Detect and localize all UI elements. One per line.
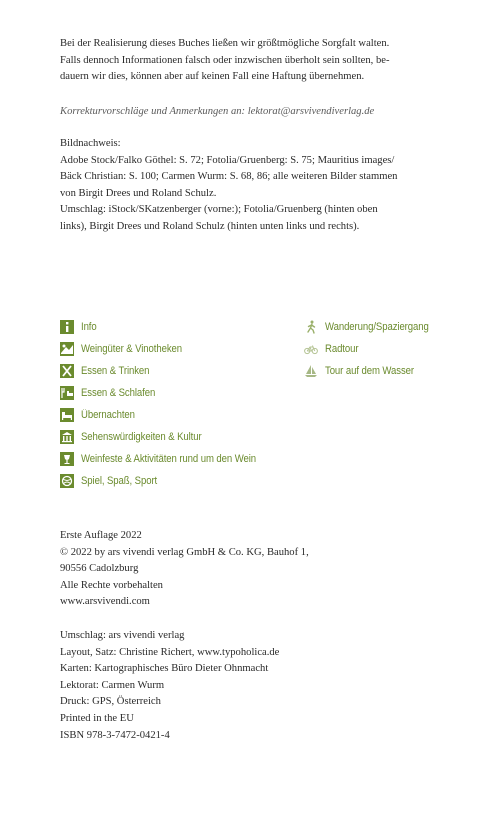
lektorat-note <box>60 104 374 121</box>
sailboat-icon <box>304 364 318 378</box>
credits-line: Bäck Christian: S. 100; Carmen Wurm: S. 68, 86; alle weiteren Bilder stammen <box>60 171 398 183</box>
image-credits-block <box>60 136 397 236</box>
legend-item-food-sleep <box>60 382 289 404</box>
dining-bed-icon <box>60 386 74 400</box>
hiker-icon <box>304 320 318 334</box>
legend-item-sights <box>60 426 289 448</box>
disclaimer-line: dauern wir dies, können aber auf keinen Fall eine Haftung übernehmen. <box>60 71 365 83</box>
production-line: Druck: GPS, Österreich <box>60 696 161 708</box>
bed-icon <box>60 408 74 422</box>
edition-line: Erste Auflage 2022 <box>60 530 142 541</box>
museum-icon <box>60 430 74 444</box>
production-line: Printed in the EU <box>60 712 134 724</box>
info-icon <box>60 320 74 334</box>
legend-label: Essen & Schlafen <box>81 387 156 399</box>
legend-item-cycling <box>304 338 449 360</box>
isbn-line: ISBN 978-3-7472-0421-4 <box>60 729 170 741</box>
legend-label: Wanderung/Spaziergang <box>325 321 429 333</box>
legend-label: Spiel, Spaß, Sport <box>81 475 158 487</box>
credits-line: Adobe Stock/Falko Göthel: S. 72; Fotolia/Gruenberg: S. 75; Mauritius images/ <box>60 154 395 166</box>
bicycle-icon <box>304 342 318 356</box>
legend-label: Weingüter & Vinotheken <box>81 343 182 355</box>
legend-item-sport <box>60 470 289 492</box>
website-line: www.arsvivendi.com <box>60 596 150 608</box>
address-line: 90556 Cadolzburg <box>60 563 139 575</box>
icon-legend <box>60 316 452 496</box>
rights-line: Alle Rechte vorbehalten <box>60 579 163 591</box>
production-line: Karten: Kartographisches Büro Dieter Ohnmacht <box>60 663 269 675</box>
copyright-line: © 2022 by ars vivendi verlag GmbH & Co. KG, Bauhof 1, <box>60 546 309 558</box>
credits-line: links), Birgit Drees und Roland Schulz (hinten unten links und rechts). <box>60 220 360 232</box>
legend-item-vineyard <box>60 338 289 360</box>
legend-item-hiking <box>304 316 449 338</box>
legend-item-food <box>60 360 289 382</box>
legend-label: Tour auf dem Wasser <box>325 365 414 377</box>
legend-label: Essen & Trinken <box>81 365 150 377</box>
production-credits-block <box>60 628 279 744</box>
cutlery-icon <box>60 364 74 378</box>
legend-column-left <box>60 316 289 492</box>
wine-fest-icon <box>60 452 74 466</box>
legend-label: Übernachten <box>81 409 135 421</box>
legend-label: Info <box>81 321 97 333</box>
production-line: Umschlag: ars vivendi verlag <box>60 630 185 641</box>
sport-ball-icon <box>60 474 74 488</box>
credits-line: Umschlag: iStock/SKatzenberger (vorne:); Fotolia/Gruenberg (hinten oben <box>60 204 378 216</box>
legend-label: Radtour <box>325 343 359 355</box>
credits-heading: Bildnachweis: <box>60 138 121 149</box>
legend-item-info <box>60 316 289 338</box>
disclaimer-block <box>60 36 390 86</box>
legend-item-wine-festivals <box>60 448 289 470</box>
credits-line: von Birgit Drees und Roland Schulz. <box>60 187 217 199</box>
disclaimer-line: Bei der Realisierung dieses Buches ließen wir größtmögliche Sorgfalt walten. <box>60 38 390 49</box>
disclaimer-line: Falls dennoch Informationen falsch oder inzwischen überholt sein sollten, be- <box>60 54 390 66</box>
legend-item-overnight <box>60 404 289 426</box>
legend-label: Sehenswürdigkeiten & Kultur <box>81 431 202 443</box>
imprint-block <box>60 528 309 611</box>
legend-column-right <box>304 316 449 382</box>
vineyard-icon <box>60 342 74 356</box>
lektorat-note-text: Korrekturvorschläge und Anmerkungen an: lektorat@arsvivendiverlag.de <box>60 106 375 117</box>
production-line: Layout, Satz: Christine Richert, www.typoholica.de <box>60 646 280 658</box>
legend-label: Weinfeste & Aktivitäten rund um den Wein <box>81 453 256 465</box>
production-line: Lektorat: Carmen Wurm <box>60 679 165 691</box>
legend-item-water <box>304 360 449 382</box>
